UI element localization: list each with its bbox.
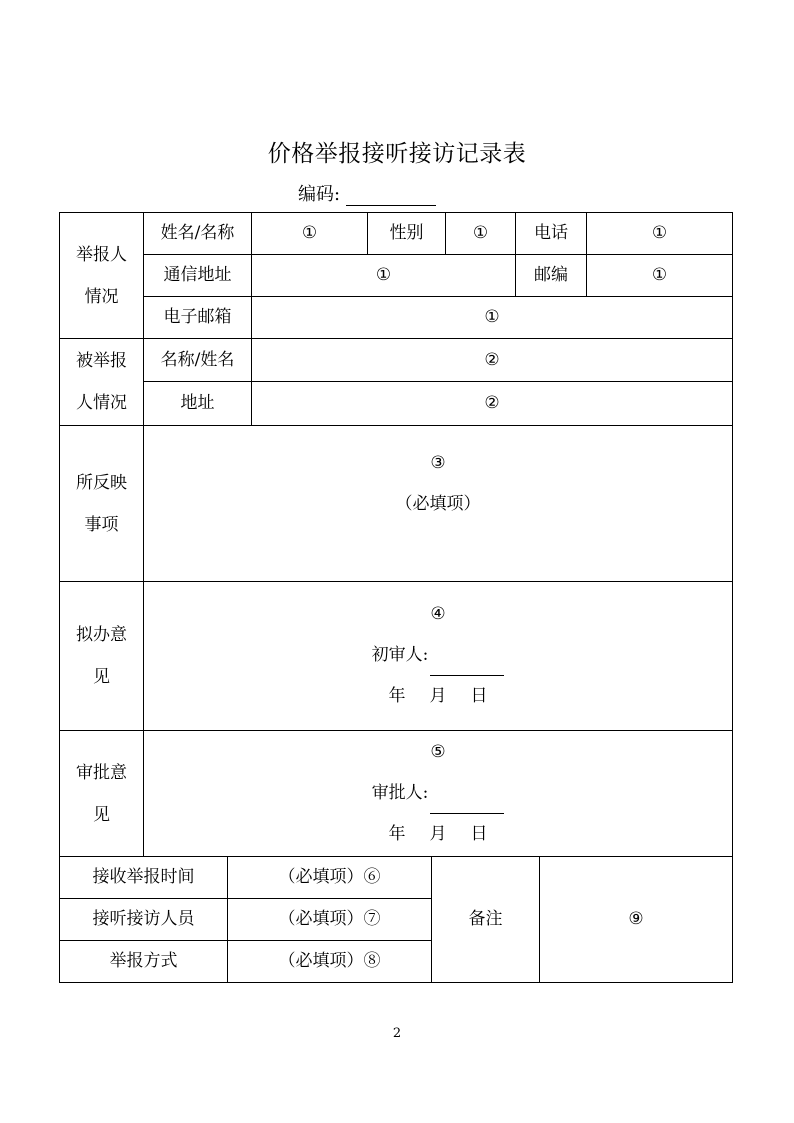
approval-signer [144,773,732,814]
reporter-phone-label: 电话 [516,213,587,255]
report-method-value[interactable]: （必填项）⑧ [228,941,432,983]
reporter-gender-value[interactable]: ① [446,213,516,255]
proposal-date [144,676,732,717]
reporter-section-label-line2: 情况 [84,286,119,307]
form-title: 价格举报接听接访记录表 [267,141,527,167]
matter-label-line2: 事项 [84,514,119,535]
approval-signer-line[interactable] [430,795,504,814]
approval-month-label: 月 [429,824,447,844]
approval-marker: ⑤ [430,742,446,762]
reporter-section-label-line1: 举报人 [76,244,127,265]
matter-marker: ③ [430,453,446,473]
reporter-email-value[interactable]: ① [252,297,733,339]
matter-required-note: （必填项） [395,494,481,514]
proposal-label [60,582,144,731]
reporter-address-label: 通信地址 [144,255,252,297]
reported-section-label-line1: 被举报 [76,351,127,371]
handler-label: 接听接访人员 [60,899,228,941]
approval-label-line2: 见 [93,804,110,825]
reporter-zip-label: 邮编 [516,255,587,297]
footer-row [60,857,733,899]
approval-date [144,814,732,855]
approval-year-label: 年 [388,824,406,844]
proposal-year-label: 年 [388,686,406,706]
reported-section-label [60,339,144,426]
proposal-month-label: 月 [429,686,447,706]
reported-name-label: 名称/姓名 [144,339,252,382]
reporter-gender-label: 性别 [368,213,446,255]
proposal-signer-label: 初审人: [371,645,429,665]
proposal-marker: ④ [430,604,446,624]
reporter-email-label: 电子邮箱 [144,297,252,339]
code-input-line[interactable] [346,185,436,206]
receive-time-label: 接收举报时间 [60,857,228,899]
page-number: 2 [392,1026,402,1041]
proposal-label-line1: 拟办意 [76,625,127,645]
reported-address-label: 地址 [144,382,252,426]
reported-name-value[interactable]: ② [252,339,733,382]
approval-label-line1: 审批意 [76,762,127,783]
proposal-content[interactable] [144,582,733,731]
receive-time-value[interactable]: （必填项）⑥ [228,857,432,899]
reporter-name-label: 姓名/名称 [144,213,252,255]
handler-value[interactable]: （必填项）⑦ [228,899,432,941]
approval-day-label: 日 [470,824,488,844]
approval-label [60,731,144,857]
code-field [298,180,436,206]
proposal-day-label: 日 [470,686,488,706]
matter-content[interactable] [144,426,733,582]
remark-value[interactable]: ⑨ [540,857,733,983]
report-method-label: 举报方式 [60,941,228,983]
reporter-zip-value[interactable]: ① [587,255,733,297]
proposal-label-line2: 见 [93,667,110,687]
proposal-signer [144,635,732,676]
reported-section-label-line2: 人情况 [76,393,127,413]
approval-signer-label: 审批人: [371,783,429,803]
footer-form-table [59,856,733,983]
matter-label-line1: 所反映 [76,472,127,493]
approval-content[interactable] [144,731,733,857]
reporter-name-value[interactable]: ① [252,213,368,255]
reporter-address-value[interactable]: ① [252,255,516,297]
reported-address-value[interactable]: ② [252,382,733,426]
proposal-signer-line[interactable] [430,657,504,676]
reporter-section-label [60,213,144,339]
remark-label: 备注 [432,857,540,983]
reporter-phone-value[interactable]: ① [587,213,733,255]
main-form-table [59,212,733,857]
matter-label [60,426,144,582]
code-label: 编码: [298,184,341,205]
